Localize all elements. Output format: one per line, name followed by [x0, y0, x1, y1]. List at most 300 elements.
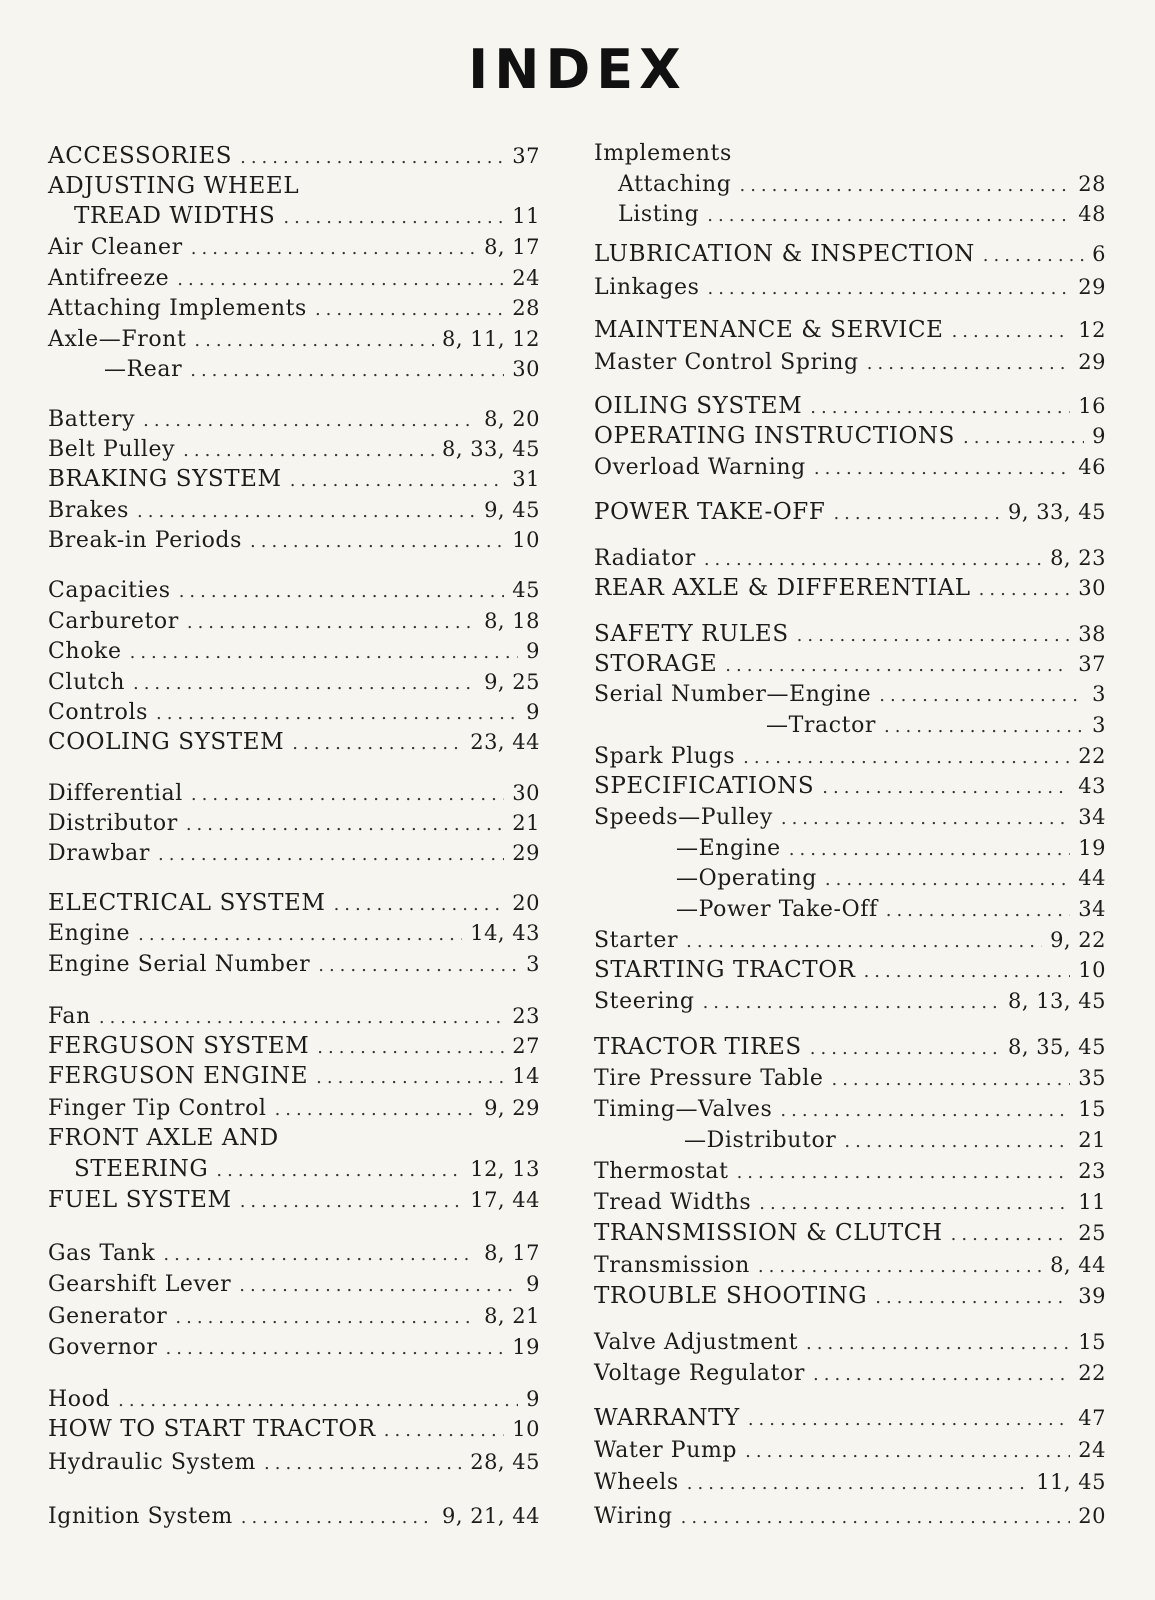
- index-entry: [594, 1358, 1106, 1388]
- leader-dots: [813, 1360, 1070, 1390]
- index-entry: [48, 949, 540, 979]
- index-entry: [48, 1414, 540, 1444]
- index-entry-pages: 20: [512, 891, 540, 915]
- index-entry-label: Distributor: [48, 811, 178, 836]
- index-entry-pages: 37: [1078, 652, 1106, 676]
- leader-dots: [133, 669, 476, 699]
- leader-dots: [275, 1095, 477, 1125]
- index-entry-pages: 38: [1078, 622, 1106, 646]
- index-entry: [48, 1301, 540, 1331]
- leader-dots: [166, 1334, 505, 1364]
- leader-dots: [745, 1437, 1070, 1467]
- leader-dots: [175, 1303, 476, 1333]
- index-entry: [594, 452, 1106, 482]
- index-entry-label: Engine Serial Number: [48, 952, 311, 977]
- leader-dots: [334, 890, 505, 920]
- index-entry-pages: 10: [1078, 958, 1106, 982]
- index-entry-pages: 3: [1092, 713, 1106, 737]
- index-entry: [48, 1238, 540, 1268]
- index-entry-pages: 9, 33, 45: [1007, 500, 1106, 524]
- index-entry-label: FERGUSON SYSTEM: [48, 1033, 310, 1059]
- index-entry-label: Thermostat: [594, 1159, 729, 1184]
- leader-dots: [143, 406, 476, 436]
- index-entry-label: STORAGE: [594, 651, 718, 677]
- index-entry-label: —Power Take-Off: [676, 897, 878, 922]
- index-entry-pages: 14: [512, 1064, 540, 1088]
- leader-dots: [264, 1449, 462, 1479]
- index-entry-pages: 8, 20: [484, 407, 540, 431]
- leader-dots: [681, 1503, 1071, 1533]
- index-entry-label: Choke: [48, 639, 122, 664]
- index-entry-label: Hood: [48, 1387, 111, 1412]
- index-entry-pages: 15: [1078, 1097, 1106, 1121]
- leader-dots: [951, 1220, 1071, 1250]
- leader-dots: [707, 201, 1070, 231]
- index-entry-pages: 29: [1078, 275, 1106, 299]
- index-entry-pages: 8, 13, 45: [1007, 989, 1106, 1013]
- index-entry: [48, 464, 540, 494]
- index-entry: [48, 778, 540, 808]
- leader-dots: [759, 1189, 1070, 1219]
- leader-dots: [864, 957, 1071, 987]
- index-entry-label: Carburetor: [48, 609, 179, 634]
- index-entry: [48, 1001, 540, 1031]
- index-entry-pages: 16: [1078, 394, 1106, 418]
- index-entry-pages: 8, 17: [484, 235, 540, 259]
- index-entry-pages: 9, 21, 44: [441, 1504, 540, 1528]
- index-entry-pages: 12, 13: [470, 1157, 540, 1181]
- leader-dots: [99, 1003, 504, 1033]
- index-entry: [48, 1447, 540, 1477]
- index-entry-label: FUEL SYSTEM: [48, 1187, 232, 1213]
- index-entry-label: Break-in Periods: [48, 528, 243, 553]
- index-entry: [48, 141, 540, 171]
- leader-dots: [963, 423, 1084, 453]
- index-entry-pages: 8, 35, 45: [1007, 1035, 1106, 1059]
- index-entry: [594, 1032, 1106, 1062]
- index-entry-pages: 28: [1078, 172, 1106, 196]
- index-entry-pages: 24: [1078, 1438, 1106, 1462]
- leader-dots: [825, 865, 1070, 895]
- index-entry: [594, 863, 1106, 893]
- index-entry: [594, 1403, 1106, 1433]
- index-entry-label: Linkages: [594, 275, 700, 300]
- leader-dots: [737, 1158, 1071, 1188]
- index-entry-label: SPECIFICATIONS: [594, 773, 815, 799]
- index-entry-pages: 23: [512, 1004, 540, 1028]
- index-entry-pages: 15: [1078, 1330, 1106, 1354]
- index-entry-label: Air Cleaner: [48, 235, 183, 260]
- index-entry-pages: 22: [1078, 744, 1106, 768]
- index-entry: [594, 894, 1106, 924]
- leader-dots: [822, 773, 1070, 803]
- index-entry: [48, 1185, 540, 1215]
- index-entry: [594, 1063, 1106, 1093]
- leader-dots: [283, 203, 504, 233]
- index-entry-label: Wheels: [594, 1470, 679, 1495]
- leader-dots: [158, 840, 504, 870]
- index-entry: [48, 1269, 540, 1299]
- index-entry: [48, 1384, 540, 1414]
- index-entry-label: Transmission: [594, 1253, 750, 1278]
- index-entry: [594, 710, 1106, 740]
- index-entry: [48, 838, 540, 868]
- leader-dots: [789, 835, 1071, 865]
- leader-dots: [743, 743, 1070, 773]
- index-entry-pages: 44: [1078, 866, 1106, 890]
- index-entry: [594, 1094, 1106, 1124]
- index-entry-label: POWER TAKE-OFF: [594, 499, 826, 525]
- index-entry: [48, 495, 540, 525]
- index-entry-label: Engine: [48, 921, 131, 946]
- index-entry: [594, 771, 1106, 801]
- index-entry-pages: 9: [526, 700, 540, 724]
- index-entry-pages: 14, 43: [470, 921, 540, 945]
- leader-dots: [875, 1283, 1070, 1313]
- leader-dots: [239, 1271, 518, 1301]
- index-entry-pages: 9, 29: [484, 1096, 540, 1120]
- index-entry-pages: 45: [512, 578, 540, 602]
- index-entry-pages: 8, 33, 45: [441, 437, 540, 461]
- index-entry: [594, 1327, 1106, 1357]
- index-entry-label: —Distributor: [684, 1128, 837, 1153]
- leader-dots: [780, 1096, 1070, 1126]
- index-entry-pages: 23, 44: [470, 730, 540, 754]
- index-entry-pages: 31: [512, 467, 540, 491]
- index-entry-label: Starter: [594, 928, 679, 953]
- index-entry-label: Listing: [618, 202, 700, 227]
- index-entry: [594, 1250, 1106, 1280]
- index-entry: [594, 497, 1106, 527]
- index-entry-pages: 21: [1078, 1128, 1106, 1152]
- index-entry-label: Overload Warning: [594, 455, 806, 480]
- index-entry-pages: 9, 45: [484, 498, 540, 522]
- index-entry: [594, 986, 1106, 1016]
- leader-dots: [179, 577, 505, 607]
- index-entry-label: BRAKING SYSTEM: [48, 466, 282, 492]
- index-entry-pages: 24: [512, 266, 540, 290]
- index-entry: [48, 324, 540, 354]
- index-entry: [594, 1218, 1106, 1248]
- leader-dots: [758, 1252, 1042, 1282]
- index-entry-pages: 6: [1092, 242, 1106, 266]
- leader-dots: [867, 349, 1071, 379]
- index-entry: [48, 293, 540, 323]
- index-entry-pages: 9: [526, 1387, 540, 1411]
- leader-dots: [177, 265, 504, 295]
- index-entry-pages: 34: [1078, 805, 1106, 829]
- index-entry-pages: 8, 18: [484, 609, 540, 633]
- index-entry: [48, 354, 540, 384]
- index-entry-label: —Operating: [676, 866, 817, 891]
- leader-dots: [748, 1405, 1070, 1435]
- index-entry-label: REAR AXLE & DIFFERENTIAL: [594, 575, 971, 601]
- index-entry-label: Valve Adjustment: [594, 1330, 799, 1355]
- index-entry-label: Voltage Regulator: [594, 1361, 805, 1386]
- leader-dots: [137, 497, 476, 527]
- index-entry-label: STARTING TRACTOR: [594, 957, 856, 983]
- index-entry: [48, 201, 540, 231]
- index-entry-pages: 27: [512, 1034, 540, 1058]
- index-entry: [48, 918, 540, 948]
- index-entry-label: Antifreeze: [48, 266, 170, 291]
- index-entry-pages: 3: [1092, 682, 1106, 706]
- index-entry-label: Water Pump: [594, 1438, 738, 1463]
- index-entry: [48, 1031, 540, 1061]
- index-entry: [48, 727, 540, 757]
- index-entry-label: Attaching Implements: [48, 296, 307, 321]
- index-entry: [48, 434, 540, 464]
- index-entry-label: Capacities: [48, 578, 171, 603]
- index-entry: [594, 1281, 1106, 1311]
- index-entry-label: Steering: [594, 989, 695, 1014]
- index-entry: [48, 606, 540, 636]
- index-entry: [594, 1501, 1106, 1531]
- leader-dots: [191, 780, 504, 810]
- index-entry-pages: 8, 11, 12: [441, 327, 540, 351]
- leader-dots: [156, 699, 518, 729]
- index-entry-label: COOLING SYSTEM: [48, 729, 285, 755]
- leader-dots: [806, 1329, 1070, 1359]
- index-entry-pages: 12: [1078, 318, 1106, 342]
- leader-dots: [687, 1469, 1028, 1499]
- index-entry: [48, 697, 540, 727]
- index-entry-pages: 20: [1078, 1504, 1106, 1528]
- index-entry-label: Belt Pulley: [48, 437, 176, 462]
- index-entry: [594, 272, 1106, 302]
- index-entry-label: Fan: [48, 1004, 91, 1029]
- leader-dots: [216, 1156, 462, 1186]
- index-entry-label: WARRANTY: [594, 1405, 740, 1431]
- index-entry-label: OPERATING INSTRUCTIONS: [594, 423, 955, 449]
- index-entry: [594, 543, 1106, 573]
- leader-dots: [879, 681, 1084, 711]
- leader-dots: [138, 920, 462, 950]
- leader-dots: [241, 1503, 434, 1533]
- index-entry-pages: 48: [1078, 202, 1106, 226]
- index-entry-pages: 19: [512, 1335, 540, 1359]
- index-entry: [594, 1467, 1106, 1497]
- index-entry-label: —Rear: [104, 357, 183, 382]
- index-entry-label: HOW TO START TRACTOR: [48, 1416, 376, 1442]
- leader-dots: [384, 1416, 504, 1446]
- index-entry-label: ADJUSTING WHEEL: [48, 173, 300, 199]
- index-entry-label: Gearshift Lever: [48, 1272, 232, 1297]
- index-entry-pages: 9, 25: [484, 670, 540, 694]
- index-entry: [594, 169, 1106, 199]
- index-entry-label: Finger Tip Control: [48, 1096, 267, 1121]
- index-entry-label: TRANSMISSION & CLUTCH: [594, 1220, 943, 1246]
- index-entry-label: Brakes: [48, 498, 130, 523]
- index-entry-label: FERGUSON ENGINE: [48, 1063, 309, 1089]
- index-entry-pages: 30: [512, 781, 540, 805]
- index-entry-pages: 9: [526, 639, 540, 663]
- page-title: INDEX: [468, 38, 687, 101]
- leader-dots: [186, 810, 504, 840]
- leader-dots: [831, 1065, 1070, 1095]
- index-entry-label: Battery: [48, 407, 136, 432]
- index-entry-pages: 30: [1078, 576, 1106, 600]
- leader-dots: [163, 1240, 476, 1270]
- leader-dots: [952, 317, 1071, 347]
- index-entry-pages: 21: [512, 811, 540, 835]
- index-entry: [48, 888, 540, 918]
- index-entry-pages: 11: [1078, 1190, 1106, 1214]
- index-entry: [48, 525, 540, 555]
- index-entry-label: Wiring: [594, 1504, 673, 1529]
- index-entry-pages: 8, 17: [484, 1241, 540, 1265]
- index-entry-pages: 11, 45: [1036, 1470, 1106, 1494]
- index-entry-label: OILING SYSTEM: [594, 393, 803, 419]
- index-entry-label: Clutch: [48, 670, 125, 695]
- index-entry: [48, 575, 540, 605]
- index-entry-label: Hydraulic System: [48, 1450, 256, 1475]
- index-entry-pages: 29: [1078, 350, 1106, 374]
- index-entry: [48, 1123, 540, 1153]
- index-entry-pages: 8, 21: [484, 1304, 540, 1328]
- index-entry-label: LUBRICATION & INSPECTION: [594, 241, 975, 267]
- index-entry-pages: 17, 44: [470, 1188, 540, 1212]
- index-entry-pages: 19: [1078, 836, 1106, 860]
- index-entry: [594, 925, 1106, 955]
- index-entry-label: Serial Number—Engine: [594, 682, 872, 707]
- index-entry-label: Ignition System: [48, 1504, 233, 1529]
- index-entry: [48, 636, 540, 666]
- index-entry: [594, 1187, 1106, 1217]
- index-entry-label: Implements: [594, 141, 732, 166]
- index-entry: [48, 1154, 540, 1184]
- leader-dots: [318, 951, 518, 981]
- index-entry-label: TREAD WIDTHS: [74, 203, 276, 229]
- leader-dots: [833, 499, 1000, 529]
- leader-dots: [983, 241, 1084, 271]
- leader-dots: [704, 545, 1042, 575]
- index-entry: [48, 263, 540, 293]
- index-entry-label: —Engine: [676, 836, 781, 861]
- index-entry: [594, 649, 1106, 679]
- index-entry: [48, 1501, 540, 1531]
- index-entry: [594, 199, 1106, 229]
- leader-dots: [814, 454, 1070, 484]
- index-entry-pages: 22: [1078, 1361, 1106, 1385]
- index-entry-pages: 8, 23: [1050, 546, 1106, 570]
- leader-dots: [725, 651, 1070, 681]
- index-entry-label: Tread Widths: [594, 1190, 752, 1215]
- index-entry-pages: 3: [526, 952, 540, 976]
- index-entry-label: Generator: [48, 1304, 168, 1329]
- index-entry: [594, 679, 1106, 709]
- index-entry-pages: 25: [1078, 1221, 1106, 1245]
- index-entry: [48, 667, 540, 697]
- index-entry-pages: 9: [1092, 424, 1106, 448]
- index-entry-label: Drawbar: [48, 841, 151, 866]
- index-entry-pages: 35: [1078, 1066, 1106, 1090]
- leader-dots: [810, 1034, 1000, 1064]
- leader-dots: [703, 988, 1000, 1018]
- index-entry: [594, 1435, 1106, 1465]
- leader-dots: [316, 1063, 504, 1093]
- leader-dots: [781, 804, 1070, 834]
- index-entry-pages: 10: [512, 1417, 540, 1441]
- index-entry: [594, 315, 1106, 345]
- leader-dots: [886, 896, 1071, 926]
- index-entry-pages: 43: [1078, 774, 1106, 798]
- index-entry-pages: 23: [1078, 1159, 1106, 1183]
- index-entry-label: Attaching: [618, 172, 732, 197]
- leader-dots: [183, 436, 434, 466]
- index-entry-label: TROUBLE SHOOTING: [594, 1283, 868, 1309]
- index-entry-label: Tire Pressure Table: [594, 1066, 824, 1091]
- index-entry: [594, 741, 1106, 771]
- index-entry-pages: 47: [1078, 1406, 1106, 1430]
- index-entry-label: TRACTOR TIRES: [594, 1034, 802, 1060]
- index-entry-label: Differential: [48, 781, 183, 806]
- index-entry-pages: 9: [526, 1272, 540, 1296]
- leader-dots: [315, 295, 504, 325]
- index-entry: [594, 347, 1106, 377]
- index-entry-label: Master Control Spring: [594, 350, 859, 375]
- leader-dots: [118, 1386, 518, 1416]
- leader-dots: [187, 608, 476, 638]
- index-entry-label: Axle—Front: [48, 327, 187, 352]
- leader-dots: [979, 575, 1071, 605]
- index-entry-label: Spark Plugs: [594, 744, 736, 769]
- index-entry: [594, 1125, 1106, 1155]
- index-entry-label: SAFETY RULES: [594, 621, 789, 647]
- index-entry: [594, 955, 1106, 985]
- index-entry-label: STEERING: [74, 1156, 209, 1182]
- leader-dots: [707, 274, 1070, 304]
- index-entry: [48, 404, 540, 434]
- leader-dots: [810, 393, 1070, 423]
- index-entry-pages: 28, 45: [470, 1450, 540, 1474]
- leader-dots: [240, 143, 504, 173]
- index-entry: [594, 139, 1106, 169]
- leader-dots: [194, 326, 434, 356]
- index-entry-pages: 30: [512, 357, 540, 381]
- index-entry-label: Controls: [48, 700, 148, 725]
- index-entry: [594, 391, 1106, 421]
- leader-dots: [739, 171, 1070, 201]
- leader-dots: [130, 638, 519, 668]
- index-entry: [594, 802, 1106, 832]
- index-entry: [594, 421, 1106, 451]
- index-entry-pages: 37: [512, 144, 540, 168]
- index-entry-label: Speeds—Pulley: [594, 805, 773, 830]
- index-entry: [48, 1061, 540, 1091]
- index-entry: [594, 833, 1106, 863]
- leader-dots: [884, 712, 1084, 742]
- index-entry: [48, 1332, 540, 1362]
- index-entry-pages: 29: [512, 841, 540, 865]
- leader-dots: [686, 927, 1042, 957]
- index-entry-label: Radiator: [594, 546, 696, 571]
- index-entry: [594, 239, 1106, 269]
- leader-dots: [290, 466, 505, 496]
- index-entry: [594, 573, 1106, 603]
- index-entry-label: —Tractor: [766, 713, 877, 738]
- leader-dots: [317, 1033, 504, 1063]
- index-entry-pages: 39: [1078, 1284, 1106, 1308]
- leader-dots: [191, 234, 476, 264]
- index-entry-pages: 8, 44: [1050, 1253, 1106, 1277]
- leader-dots: [844, 1127, 1070, 1157]
- leader-dots: [797, 621, 1071, 651]
- index-entry-label: Governor: [48, 1335, 158, 1360]
- index-entry-label: FRONT AXLE AND: [48, 1125, 279, 1151]
- index-entry-pages: 34: [1078, 897, 1106, 921]
- leader-dots: [292, 729, 462, 759]
